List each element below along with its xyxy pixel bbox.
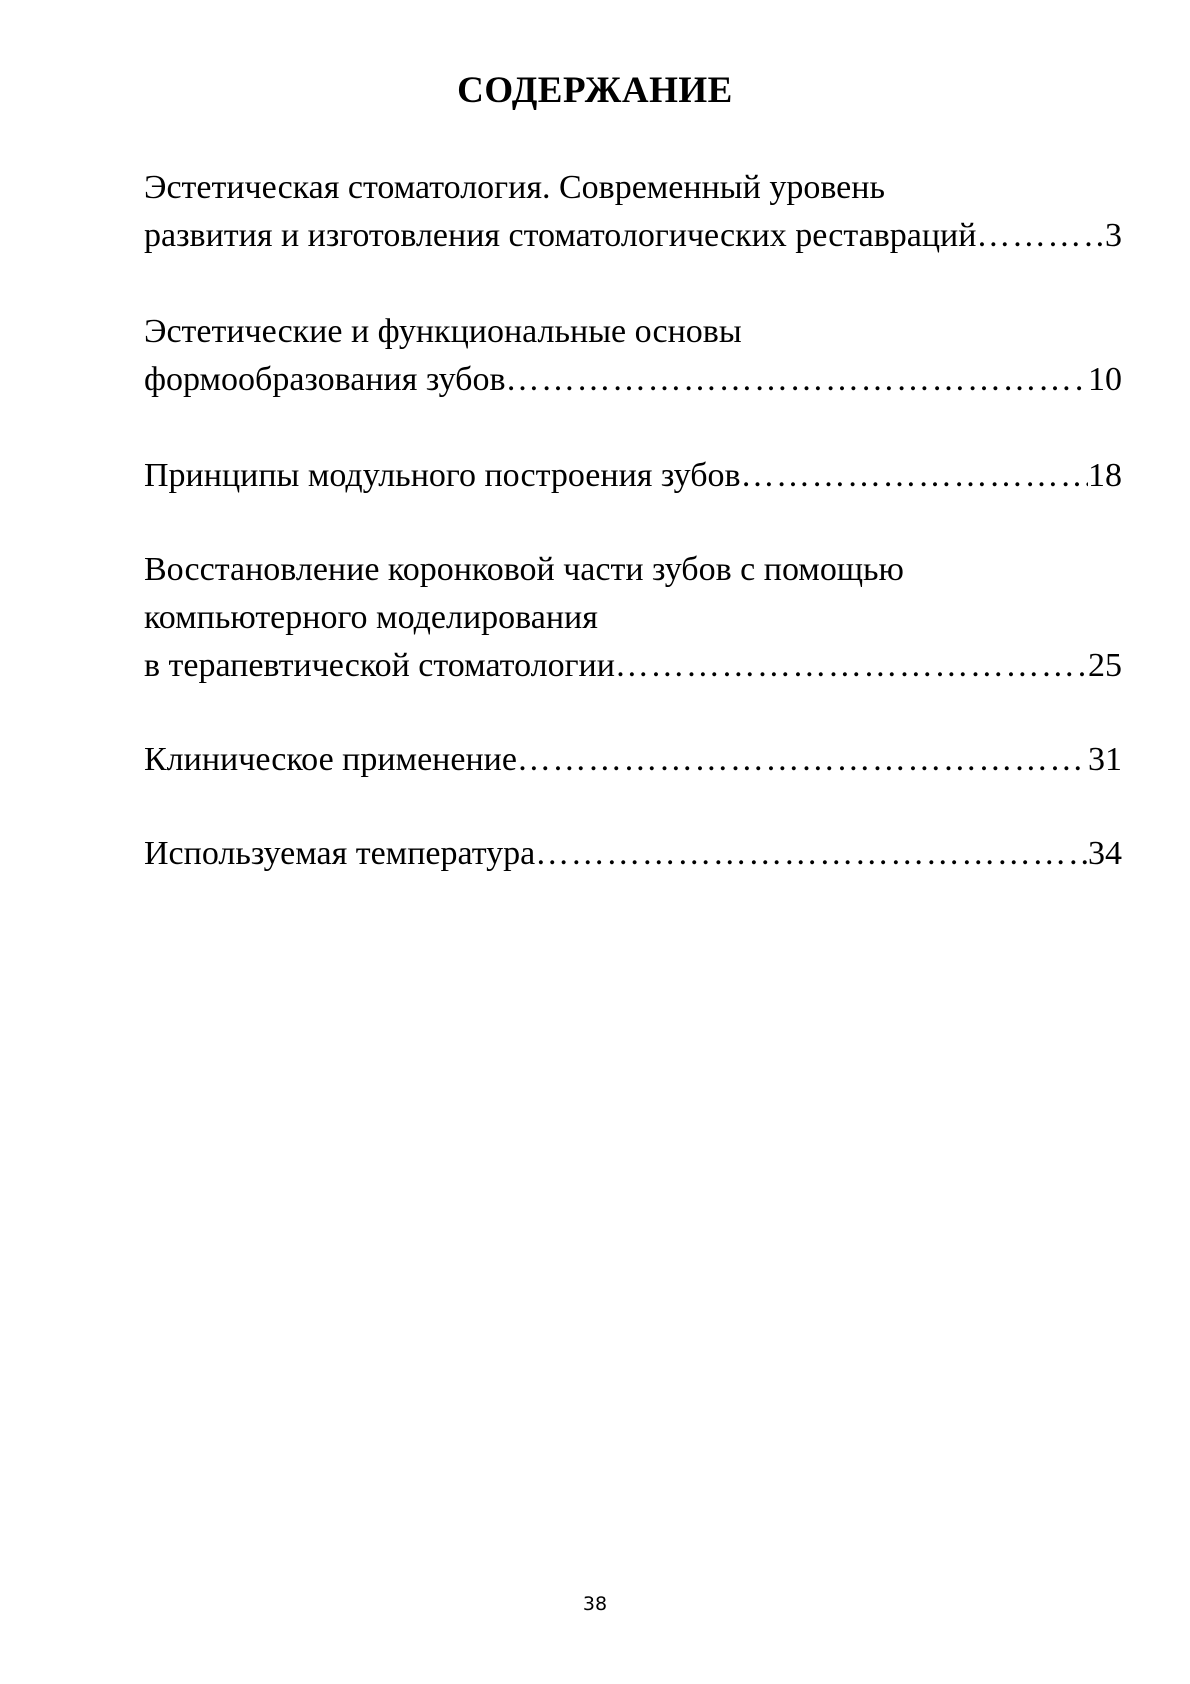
toc-page-number: 34 [1088, 835, 1122, 872]
toc-leader-dots [506, 356, 1089, 404]
footer-page-number: 38 [582, 1593, 608, 1615]
toc-entry-last-line [144, 356, 1122, 404]
toc-entry-text: Клиническое применение [144, 741, 517, 778]
page-title: СОДЕРЖАНИЕ [457, 70, 733, 111]
toc-entry [144, 546, 1122, 690]
toc-page-number: 10 [1088, 361, 1122, 398]
toc-page-number: 18 [1088, 457, 1122, 494]
toc-entry-last-line [144, 736, 1122, 784]
toc-leader-dots [976, 212, 1105, 260]
toc-entry [144, 308, 1122, 404]
toc-entry-last-line [144, 830, 1122, 878]
toc-entry-line: Восстановление коронковой части зубов с помощью [144, 551, 904, 588]
toc-leader-dots [517, 736, 1088, 784]
toc-entry [144, 736, 1122, 784]
toc-entry [144, 164, 1122, 260]
toc-page-number: 25 [1088, 647, 1122, 684]
toc-entry-text: в терапевтической стоматологии [144, 647, 615, 684]
toc-entry-line: компьютерного моделирования [144, 599, 598, 636]
toc-leader-dots [615, 642, 1088, 690]
toc-entry-text: развития и изготовления стоматологических реставраций [144, 217, 977, 254]
toc-entry-text: формообразования зубов [144, 361, 506, 398]
toc-entry-last-line [144, 212, 1122, 260]
toc-entry [144, 830, 1122, 878]
toc-entry-last-line [144, 642, 1122, 690]
toc-leader-dots [535, 830, 1088, 878]
toc-page-number: 31 [1088, 741, 1122, 778]
toc-entry-line: Эстетическая стоматология. Современный уровень [144, 169, 885, 206]
toc-leader-dots [741, 452, 1088, 500]
toc-entry-line: Эстетические и функциональные основы [144, 313, 742, 350]
toc-entry-last-line [144, 452, 1122, 500]
toc-page-number: 3 [1105, 217, 1122, 254]
toc-entry [144, 452, 1122, 500]
toc-entry-text: Принципы модульного построения зубов [144, 457, 741, 494]
toc-entry-text: Используемая температура [144, 835, 536, 872]
